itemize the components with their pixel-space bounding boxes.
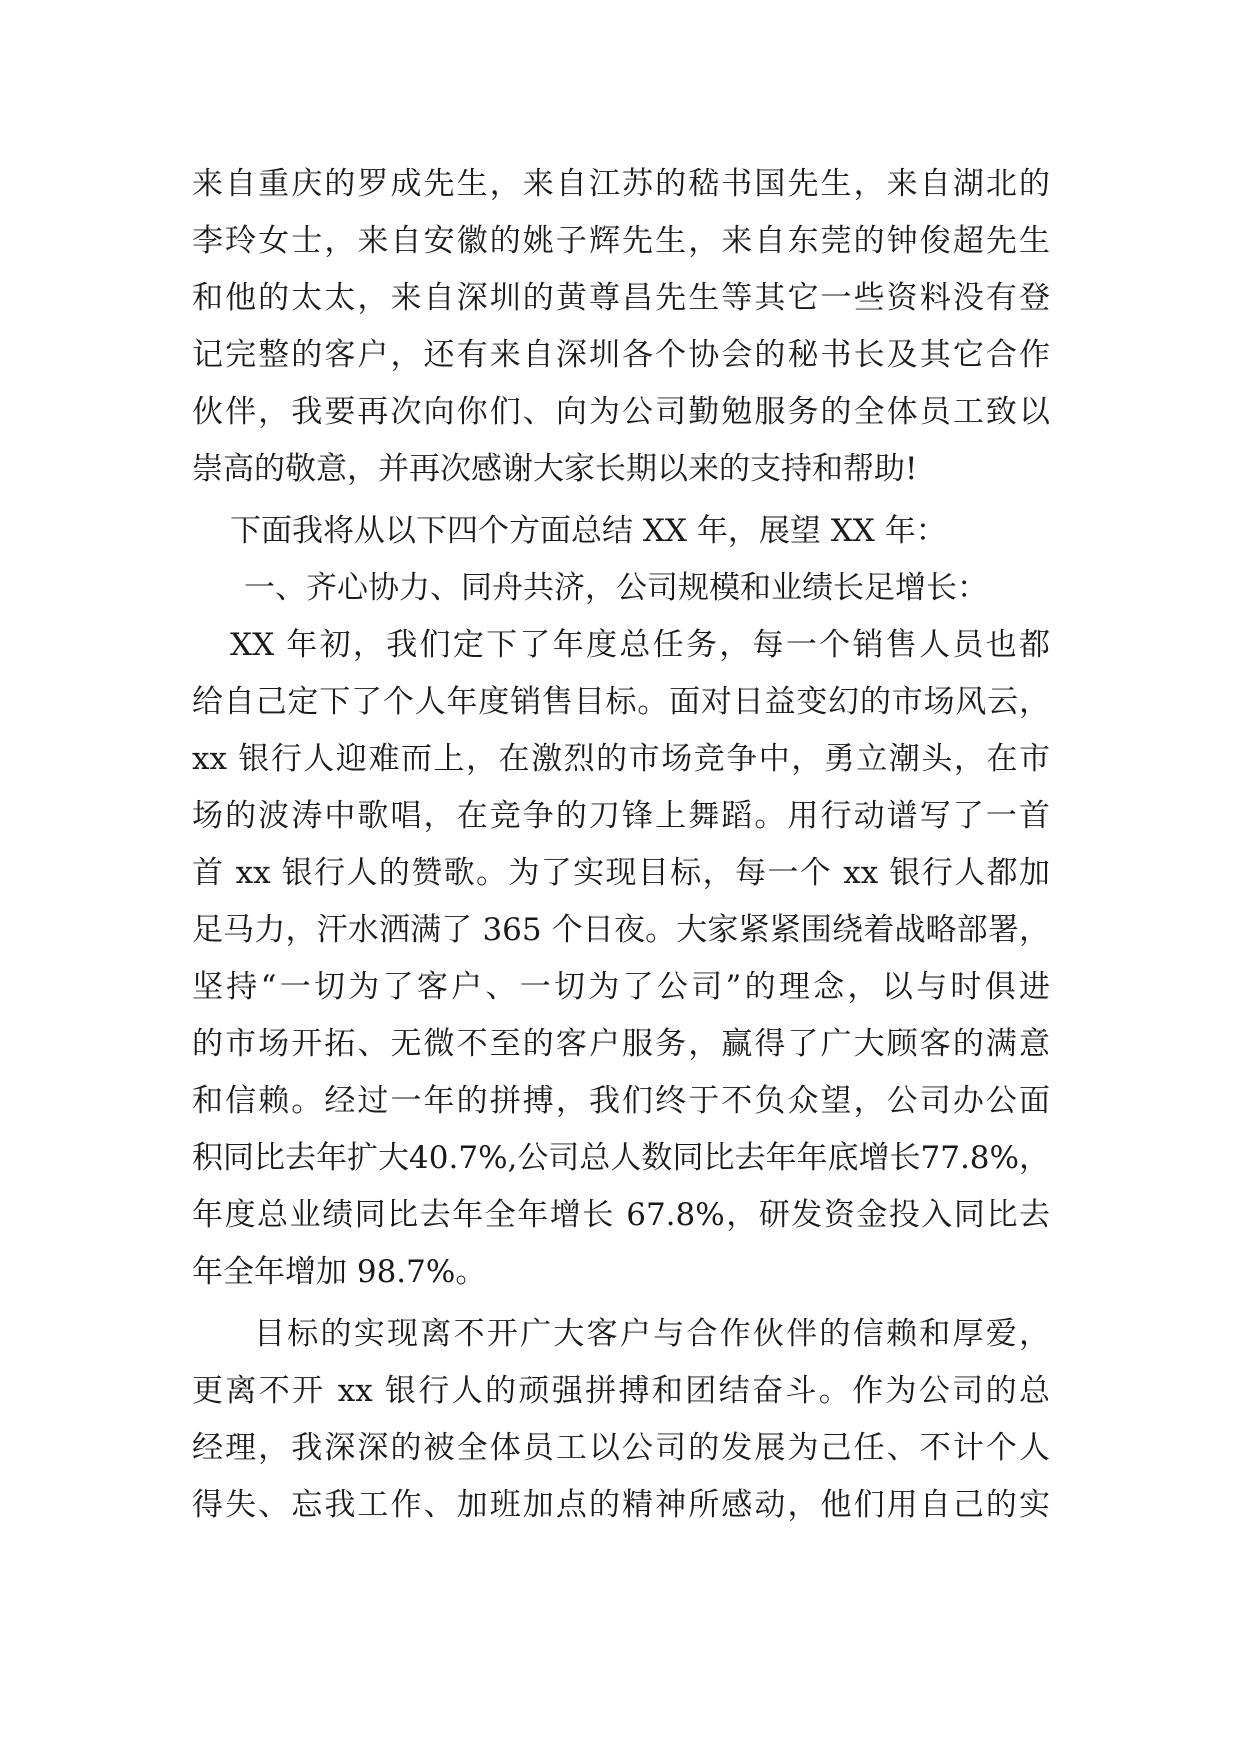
text-line: 的市场开拓、无微不至的客户服务，赢得了广大顾客的满意 (192, 1026, 1050, 1062)
text-line: 年度总业绩同比去年全年增长 67.8%，研发资金投入同比去 (192, 1197, 1050, 1233)
text-line: 年全年增加 98.7%。 (192, 1254, 487, 1290)
text-line: 场的波涛中歌唱，在竞争的刀锋上舞蹈。用行动谱写了一首 (192, 798, 1050, 834)
text-line: 坚持“一切为了客户、一切为了公司”的理念，以与时俱进 (192, 969, 1050, 1005)
text-line: 记完整的客户，还有来自深圳各个协会的秘书长及其它合作 (192, 337, 1050, 373)
paragraph-gratitude (192, 1306, 1050, 1534)
text-line: 目标的实现离不开广大客户与合作伙伴的信赖和厚爱， (254, 1316, 1050, 1352)
paragraph-annual-results (192, 617, 1050, 1301)
text-line: 和他的太太，来自深圳的黄尊昌先生等其它一些资料没有登 (192, 280, 1050, 316)
document-body (192, 156, 1050, 1534)
text-line: 崇高的敬意，并再次感谢大家长期以来的支持和帮助! (192, 451, 918, 487)
text-line: 和信赖。经过一年的拼搏，我们终于不负众望，公司办公面 (192, 1083, 1050, 1119)
text-line: 给自己定下了个人年度销售目标。面对日益变幻的市场风云， (192, 684, 1050, 720)
text-line: 得失、忘我工作、加班加点的精神所感动，他们用自己的实 (192, 1487, 1050, 1523)
paragraph-outline-intro (192, 503, 1050, 560)
text-line: 首 xx 银行人的赞歌。为了实现目标，每一个 xx 银行人都加 (192, 855, 1050, 891)
section-heading-text: 一、齐心协力、同舟共济，公司规模和业绩长足增长： (244, 570, 988, 606)
text-line: 伙伴，我要再次向你们、向为公司勤勉服务的全体员工致以 (192, 394, 1050, 430)
text-line: 李玲女士，来自安徽的姚子辉先生，来自东莞的钟俊超先生 (192, 223, 1050, 259)
text-line: 更离不开 xx 银行人的顽强拼搏和团结奋斗。作为公司的总 (192, 1373, 1050, 1409)
section-heading-1 (192, 560, 1050, 617)
text-line: 经理，我深深的被全体员工以公司的发展为己任、不计个人 (192, 1430, 1050, 1466)
text-line: XX 年初，我们定下了年度总任务，每一个销售人员也都 (230, 627, 1050, 663)
text-line: 下面我将从以下四个方面总结 XX 年，展望 XX 年： (230, 513, 947, 549)
text-line: xx 银行人迎难而上，在激烈的市场竞争中，勇立潮头，在市 (192, 741, 1050, 777)
text-line: 来自重庆的罗成先生，来自江苏的嵇书国先生，来自湖北的 (192, 166, 1050, 202)
paragraph-greetings (192, 156, 1050, 498)
text-line: 足马力，汗水洒满了 365 个日夜。大家紧紧围绕着战略部署， (192, 912, 1050, 948)
text-line: 积同比去年扩大40.7%,公司总人数同比去年年底增长77.8%， (192, 1140, 1050, 1176)
